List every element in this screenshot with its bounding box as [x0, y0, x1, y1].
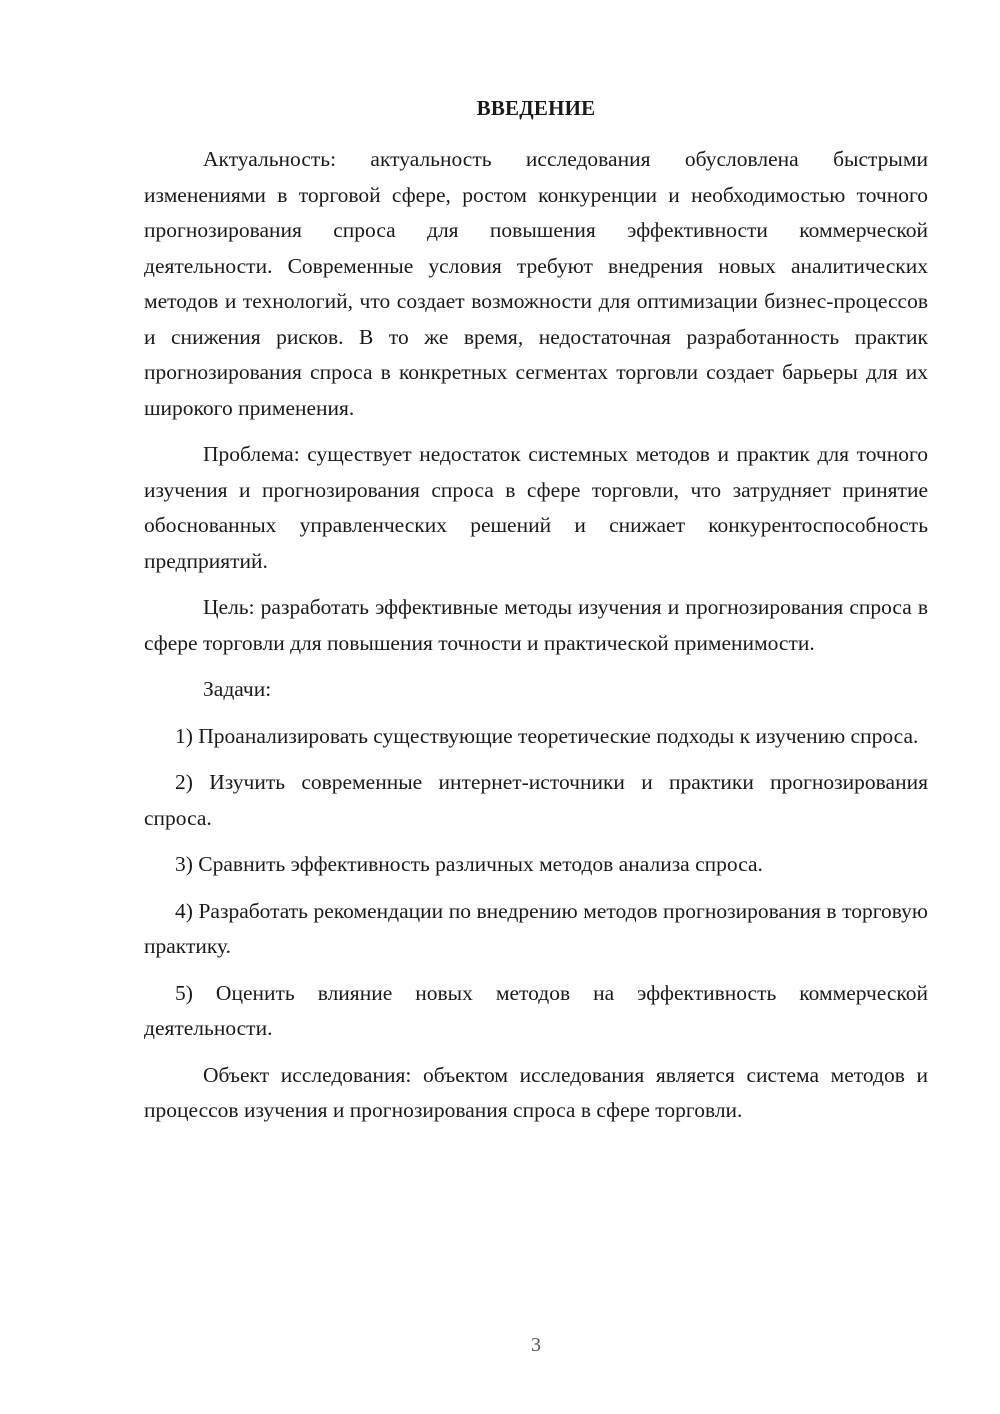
paragraph-relevance: Актуальность: актуальность исследования обусловлена быстрыми изменениями в торговой сфере, ростом конкуренции и необходимостью точного прогнозирования спроса для повышения эффективности коммерческой деятельности. Современные условия требуют внедрения новых аналитических методов и технологий, что создает возможности для оптимизации бизнес-процессов и снижения рисков. В то же время, недостаточная разработанность практик прогнозирования спроса в конкретных сегментах торговли создает барьеры для их широкого применения.	[144, 147, 928, 420]
document-body	[144, 142, 928, 1129]
tasks-heading: Задачи:	[203, 677, 272, 701]
task-item-5: 5) Оценить влияние новых методов на эффективность коммерческой деятельности.	[144, 980, 928, 1040]
task-item-3: 3) Сравнить эффективность различных методов анализа спроса.	[175, 852, 763, 876]
section-title: ВВЕДЕНИЕ	[476, 96, 596, 120]
page-number: 3	[531, 1334, 541, 1356]
task-item-1: 1) Проанализировать существующие теоретические подходы к изучению спроса.	[175, 723, 919, 748]
paragraph-object: Объект исследования: объектом исследования является система методов и процессов изучения и прогнозирования спроса в сфере торговли.	[144, 1062, 928, 1122]
paragraph-problem: Проблема: существует недостаток системных методов и практик для точного изучения и прогнозирования спроса в сфере торговли, что затрудняет принятие обоснованных управленческих решений и снижает конкурентоспособность предприятий.	[144, 442, 928, 573]
task-item-4: 4) Разработать рекомендации по внедрению методов прогнозирования в торговую практику.	[144, 898, 928, 958]
paragraph-goal: Цель: разработать эффективные методы изучения и прогнозирования спроса в сфере торговли для повышения точности и практической применимости.	[144, 595, 928, 655]
task-item-2: 2) Изучить современные интернет-источники и практики прогнозирования спроса.	[144, 770, 928, 830]
